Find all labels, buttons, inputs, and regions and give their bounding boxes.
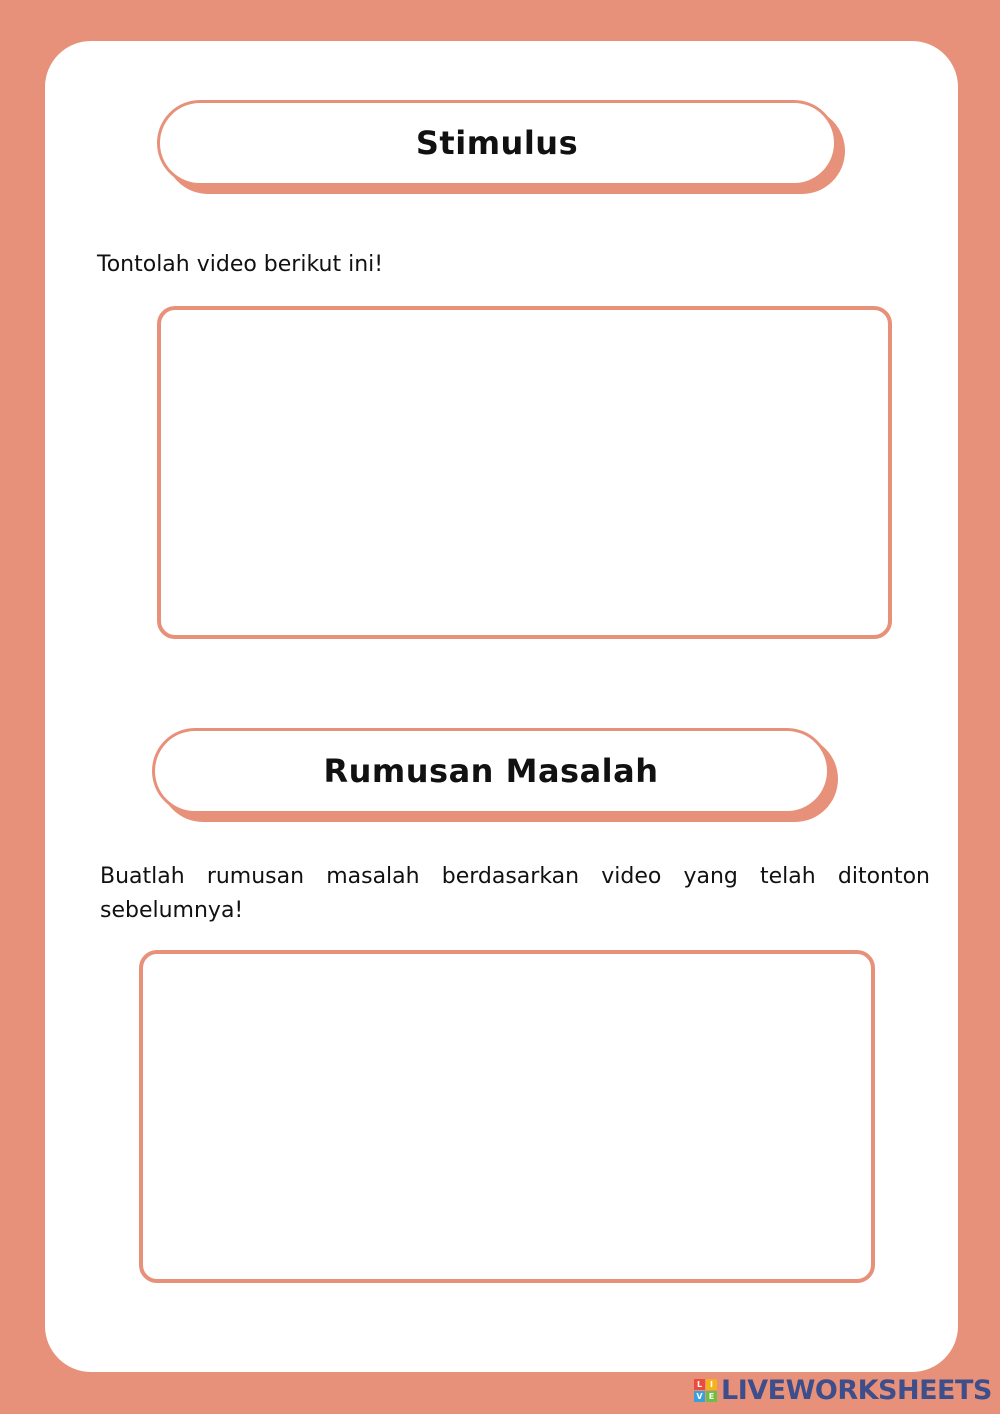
- liveworksheets-wordmark: LIVEWORKSHEETS: [721, 1374, 992, 1406]
- rumusan-title: Rumusan Masalah: [323, 752, 659, 790]
- rumusan-answer-box[interactable]: [139, 950, 875, 1283]
- liveworksheets-brand: [694, 1374, 992, 1406]
- logo-letter-l: L: [694, 1379, 705, 1390]
- logo-letter-e: E: [706, 1391, 717, 1402]
- logo-letter-i: I: [706, 1379, 717, 1390]
- rumusan-header-pill: [152, 728, 830, 814]
- liveworksheets-logo-icon: [694, 1379, 717, 1402]
- rumusan-instruction: Buatlah rumusan masalah berdasarkan video yang telah ditonton sebelumnya!: [100, 864, 930, 923]
- video-embed-box[interactable]: [157, 306, 892, 639]
- stimulus-instruction: Tontolah video berikut ini!: [97, 252, 384, 277]
- logo-letter-v: V: [694, 1391, 705, 1402]
- stimulus-header-pill: [157, 100, 837, 186]
- rumusan-header: [152, 728, 830, 814]
- stimulus-title: Stimulus: [415, 124, 579, 162]
- stimulus-header: [157, 100, 837, 186]
